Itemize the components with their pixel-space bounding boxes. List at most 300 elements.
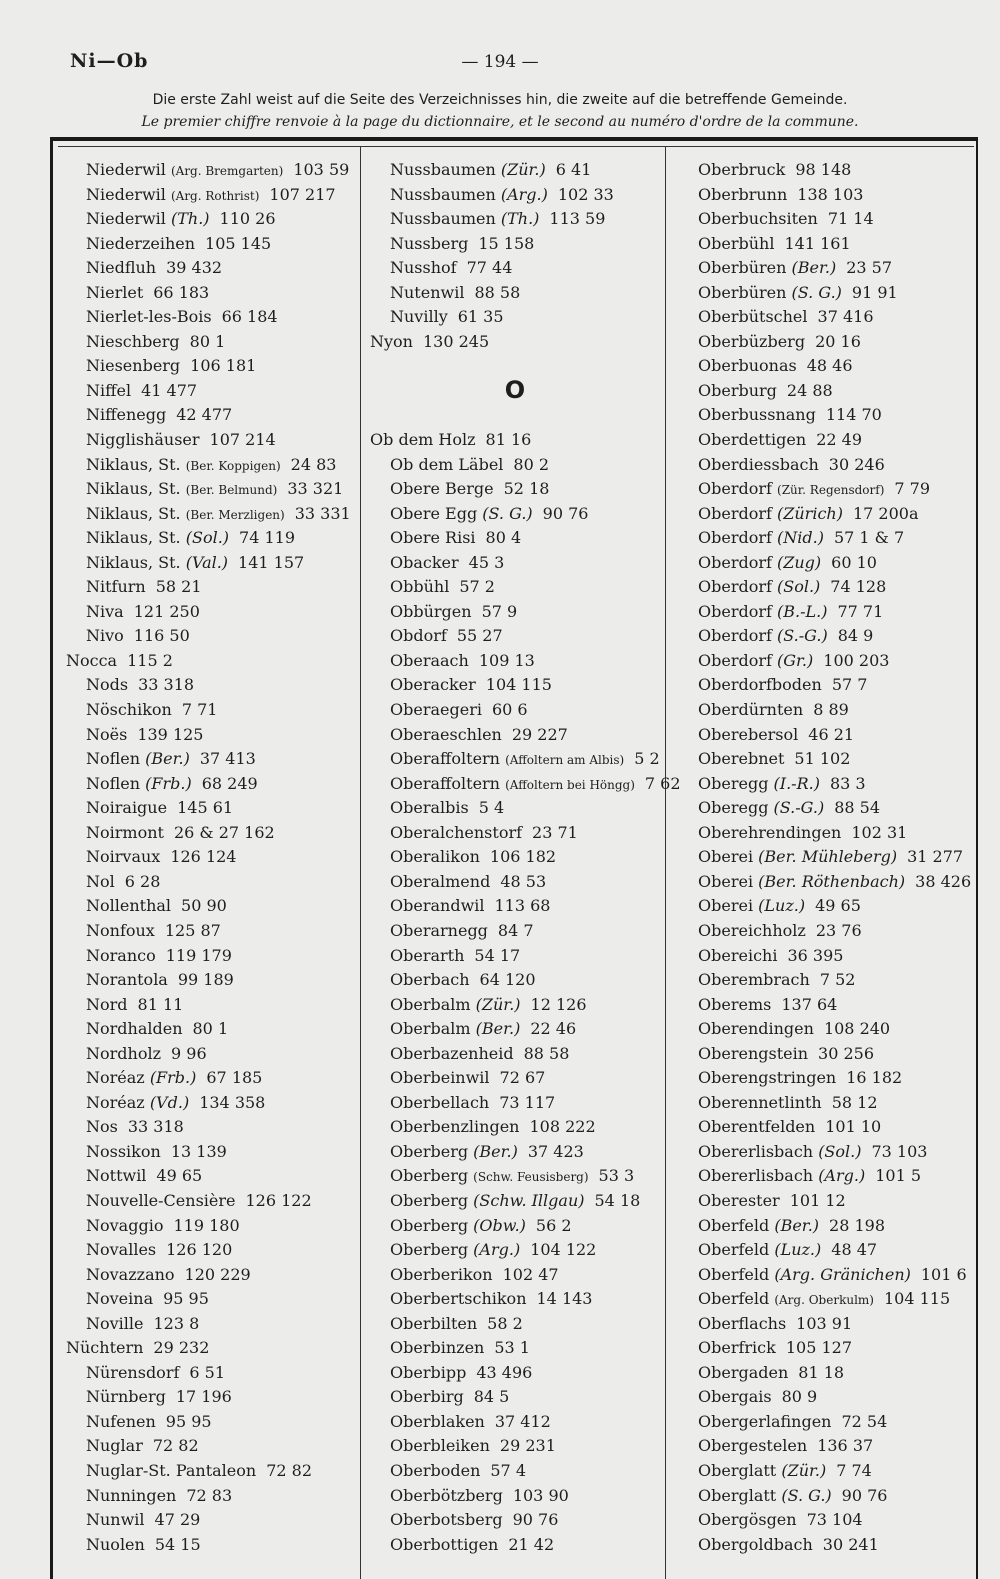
index-entry xyxy=(66,1189,356,1214)
page-reference: 90 76 xyxy=(841,1485,888,1505)
page-reference: 84 5 xyxy=(473,1387,510,1407)
canton-qualifier: (Zür. Regensdorf) xyxy=(777,483,885,498)
place-name: Ob dem Holz xyxy=(370,430,476,450)
index-entry xyxy=(370,796,660,821)
place-name: Oberennetlinth xyxy=(698,1092,822,1112)
page-reference: 17 196 xyxy=(175,1387,232,1407)
place-name: Oberbüren xyxy=(698,258,787,278)
page-reference: 113 68 xyxy=(494,896,551,916)
canton-qualifier: (Ber. Röthenbach) xyxy=(758,871,906,891)
place-name: Nocca xyxy=(66,650,118,670)
index-entry xyxy=(66,1091,356,1116)
canton-qualifier: (Ber. Merzligen) xyxy=(185,507,285,522)
page-reference: 104 115 xyxy=(883,1289,951,1309)
page-reference: 60 6 xyxy=(491,700,528,720)
index-entry xyxy=(66,477,356,502)
place-name: Oberei xyxy=(698,896,754,916)
page-reference: 15 158 xyxy=(478,233,535,253)
page-reference: 50 90 xyxy=(181,896,227,916)
index-entry xyxy=(678,1189,978,1214)
canton-qualifier: (Ber. Koppigen) xyxy=(185,458,281,473)
index-entry xyxy=(66,1336,356,1361)
place-name: Oberbühl xyxy=(698,233,775,253)
page-reference: 136 37 xyxy=(817,1436,874,1456)
index-entry xyxy=(66,1385,356,1410)
place-name: Oberacker xyxy=(390,675,476,695)
page-reference: 49 65 xyxy=(815,896,861,916)
place-name: Nürnberg xyxy=(86,1387,166,1407)
canton-qualifier: (Frb.) xyxy=(149,1068,197,1088)
index-entry xyxy=(370,747,660,772)
index-entry xyxy=(370,232,660,257)
index-entry xyxy=(678,944,978,969)
place-name: Obbürgen xyxy=(390,601,472,621)
index-entry xyxy=(678,796,978,821)
page-reference: 108 240 xyxy=(823,1019,891,1039)
page-reference: 106 181 xyxy=(190,356,257,376)
page-reference: 42 477 xyxy=(176,405,233,425)
place-name: Nordhalden xyxy=(86,1019,183,1039)
place-name: Oberbirg xyxy=(390,1387,464,1407)
place-name: Oberalchenstorf xyxy=(390,822,523,842)
index-entry xyxy=(678,1140,978,1165)
page-reference: 119 179 xyxy=(165,945,232,965)
place-name: Novazzano xyxy=(86,1264,175,1284)
page-reference: 102 33 xyxy=(557,184,614,204)
index-entry xyxy=(370,821,660,846)
page-reference: 37 412 xyxy=(494,1411,551,1431)
index-entry xyxy=(678,1066,978,1091)
page-reference: 113 59 xyxy=(549,209,606,229)
index-entry xyxy=(66,1459,356,1484)
index-entry xyxy=(370,1140,660,1165)
page-reference: 121 250 xyxy=(133,601,200,621)
index-entry xyxy=(370,1115,660,1140)
page-reference: 104 115 xyxy=(485,675,552,695)
index-entry xyxy=(678,821,978,846)
index-entry xyxy=(66,747,356,772)
page-reference: 101 6 xyxy=(920,1264,967,1284)
page-reference: 101 12 xyxy=(789,1190,846,1210)
page-reference: 58 21 xyxy=(155,577,202,597)
place-name: Oberaegeri xyxy=(390,700,482,720)
page-reference: 137 64 xyxy=(781,994,838,1014)
index-entry xyxy=(66,1508,356,1533)
page-reference: 123 8 xyxy=(153,1313,200,1333)
place-name: Oberei xyxy=(698,847,754,867)
place-name: Oberalbis xyxy=(390,798,469,818)
page-reference: 80 4 xyxy=(485,528,522,548)
index-entry xyxy=(678,281,978,306)
place-name: Obererlisbach xyxy=(698,1141,814,1161)
page-reference: 53 3 xyxy=(598,1166,635,1186)
place-name: Oberegg xyxy=(698,798,769,818)
canton-qualifier: (Ber.) xyxy=(475,1019,521,1039)
place-name: Obacker xyxy=(390,552,459,572)
place-name: Oberbruck xyxy=(698,160,786,179)
index-entry xyxy=(678,1484,978,1509)
index-entry xyxy=(66,207,356,232)
index-entry xyxy=(370,256,660,281)
place-name: Nieschberg xyxy=(86,331,180,351)
canton-qualifier: (S. G.) xyxy=(482,503,533,523)
place-name: Oberdürnten xyxy=(698,700,804,720)
place-name: Nussbaumen xyxy=(390,160,496,179)
index-entry xyxy=(370,1410,660,1435)
canton-qualifier: (S.-G.) xyxy=(773,798,825,818)
canton-qualifier: (Frb.) xyxy=(145,773,192,793)
page-reference: 6 41 xyxy=(555,160,592,179)
canton-qualifier: (Ber.) xyxy=(145,749,190,769)
canton-qualifier: (Ber.) xyxy=(774,1215,820,1235)
place-name: Obergais xyxy=(698,1387,772,1407)
place-name: Nussberg xyxy=(390,233,469,253)
page-reference: 100 203 xyxy=(823,650,890,670)
index-entry xyxy=(66,330,356,355)
page-reference: 141 157 xyxy=(238,552,305,572)
index-entry xyxy=(678,698,978,723)
page-reference: 88 58 xyxy=(523,1043,570,1063)
place-name: Niedfluh xyxy=(86,258,157,278)
page-reference: 16 182 xyxy=(846,1068,903,1088)
place-name: Oberebnet xyxy=(698,749,785,769)
place-name: Oberdettigen xyxy=(698,430,807,450)
index-entry xyxy=(370,575,660,600)
index-entry xyxy=(66,1066,356,1091)
place-name: Oberburg xyxy=(698,380,777,400)
page-reference: 7 74 xyxy=(836,1460,872,1480)
index-entry xyxy=(66,232,356,257)
place-name: Oberberg xyxy=(390,1166,469,1186)
page-reference: 46 21 xyxy=(808,724,855,744)
page-reference: 108 222 xyxy=(529,1117,596,1137)
letter-heading: O xyxy=(504,376,526,405)
page-reference: 74 128 xyxy=(830,577,887,597)
page-reference: 38 426 xyxy=(915,871,972,891)
index-entry xyxy=(370,993,660,1018)
place-name: Niffel xyxy=(86,380,132,400)
page-reference: 68 249 xyxy=(201,773,258,793)
index-entry xyxy=(370,281,660,306)
place-name: Oberaach xyxy=(390,650,469,670)
index-entry xyxy=(370,894,660,919)
index-entry xyxy=(678,256,978,281)
index-entry xyxy=(678,183,978,208)
page-reference: 53 1 xyxy=(494,1338,530,1358)
page-reference: 23 57 xyxy=(846,258,893,278)
column-divider xyxy=(360,146,361,1579)
index-entry xyxy=(370,1263,660,1288)
index-entry xyxy=(370,1484,660,1509)
canton-qualifier: (Zug) xyxy=(777,552,822,572)
page-reference: 102 47 xyxy=(502,1264,559,1284)
place-name: Nollenthal xyxy=(86,896,172,916)
page-header xyxy=(0,50,1000,80)
index-column-3 xyxy=(678,158,978,1557)
page-reference: 141 161 xyxy=(784,233,851,253)
canton-qualifier: (Arg. Bremgarten) xyxy=(170,164,284,178)
place-name: Oberfrick xyxy=(698,1338,776,1358)
page-reference: 12 126 xyxy=(530,994,587,1014)
page-reference: 73 103 xyxy=(871,1141,928,1161)
index-entry xyxy=(66,575,356,600)
page-reference: 61 35 xyxy=(457,307,504,327)
index-entry xyxy=(66,993,356,1018)
inner-top-rule xyxy=(58,146,974,147)
index-entry xyxy=(66,1533,356,1558)
index-entry xyxy=(66,673,356,698)
canton-qualifier: (Luz.) xyxy=(774,1240,822,1260)
index-entry xyxy=(370,698,660,723)
index-entry xyxy=(66,1361,356,1386)
index-entry xyxy=(66,354,356,379)
place-name: Oberehrendingen xyxy=(698,822,842,842)
page-reference: 17 200a xyxy=(852,503,919,523)
place-name: Oberaffoltern xyxy=(390,749,500,769)
canton-qualifier: (Luz.) xyxy=(758,896,806,916)
place-name: Oberflachs xyxy=(698,1313,787,1333)
index-entry xyxy=(678,305,978,330)
page-reference: 41 477 xyxy=(141,380,198,400)
page-reference: 23 76 xyxy=(815,920,862,940)
index-entry xyxy=(370,772,681,797)
canton-qualifier: (Ber.) xyxy=(473,1141,518,1161)
index-entry xyxy=(678,1434,978,1459)
page-reference: 33 318 xyxy=(127,1117,184,1137)
page-reference: 36 395 xyxy=(787,945,844,965)
canton-qualifier: (Obw.) xyxy=(473,1215,526,1235)
index-entry xyxy=(370,551,660,576)
place-name: Noville xyxy=(86,1313,144,1333)
index-entry xyxy=(66,968,356,993)
place-name: Obergerlafingen xyxy=(698,1411,832,1431)
place-name: Oberengstein xyxy=(698,1043,809,1063)
place-name: Obereichi xyxy=(698,945,778,965)
place-name: Oberbuonas xyxy=(698,356,797,376)
index-entry xyxy=(370,1214,660,1239)
index-entry xyxy=(66,1238,356,1263)
place-name: Nierlet xyxy=(86,282,144,302)
place-name: Oberbütschel xyxy=(698,307,808,327)
place-name: Oberbeinwil xyxy=(390,1068,490,1088)
index-entry xyxy=(370,1361,660,1386)
page-reference: 95 95 xyxy=(163,1289,209,1309)
page-reference: 72 83 xyxy=(186,1485,233,1505)
place-name: Novaggio xyxy=(86,1215,164,1235)
page-reference: 80 1 xyxy=(189,331,226,351)
place-name: Oberbuchsiten xyxy=(698,209,818,229)
place-name: Nyon xyxy=(370,331,413,351)
page-reference: 80 2 xyxy=(513,454,550,474)
index-entry xyxy=(370,1091,660,1116)
place-name: Oberarnegg xyxy=(390,920,488,940)
place-name: Niederwil xyxy=(86,160,166,179)
canton-qualifier: (Affoltern bei Höngg) xyxy=(505,777,635,792)
page-reference: 51 102 xyxy=(794,749,851,769)
index-entry xyxy=(678,1115,978,1140)
page-reference: 110 26 xyxy=(219,209,276,229)
index-entry xyxy=(66,821,356,846)
place-name: Obereichholz xyxy=(698,920,806,940)
index-entry xyxy=(66,845,356,870)
page-reference: 43 496 xyxy=(476,1362,533,1382)
index-entry xyxy=(678,1017,978,1042)
page-reference: 24 83 xyxy=(290,454,337,474)
page-reference: 67 185 xyxy=(206,1068,263,1088)
canton-qualifier: (S.-G.) xyxy=(777,626,828,646)
page-reference: 116 50 xyxy=(133,626,190,646)
page-reference: 5 2 xyxy=(634,749,660,769)
index-entry xyxy=(66,1484,356,1509)
place-name: Oberbinzen xyxy=(390,1338,485,1358)
index-entry xyxy=(370,919,660,944)
page-reference: 73 117 xyxy=(499,1092,556,1112)
column-divider xyxy=(665,146,666,1579)
place-name: Oberberikon xyxy=(390,1264,493,1284)
page-reference: 6 51 xyxy=(189,1362,226,1382)
place-name: Oberbellach xyxy=(390,1092,490,1112)
place-name: Oberdorf xyxy=(698,577,772,597)
place-name: Noirmont xyxy=(86,822,164,842)
canton-qualifier: (Zür.) xyxy=(500,160,546,179)
index-entry xyxy=(370,723,660,748)
page-reference: 33 321 xyxy=(287,479,344,499)
page-reference: 20 16 xyxy=(815,331,861,351)
page-reference: 54 17 xyxy=(474,945,521,965)
page-reference: 54 15 xyxy=(154,1534,201,1554)
place-name: Noveina xyxy=(86,1289,154,1309)
place-name: Oberbüren xyxy=(698,282,787,302)
index-entry xyxy=(370,502,660,527)
page-reference: 101 10 xyxy=(825,1117,882,1137)
index-entry xyxy=(678,870,978,895)
place-name: Nunwil xyxy=(86,1510,145,1530)
canton-qualifier: (Zürich) xyxy=(777,503,843,523)
canton-qualifier: (Affoltern am Albis) xyxy=(505,753,625,768)
page-reference: 57 4 xyxy=(490,1460,526,1480)
index-entry xyxy=(370,870,660,895)
page-reference: 98 148 xyxy=(795,160,852,179)
page-reference: 107 217 xyxy=(269,184,336,204)
page-reference: 39 432 xyxy=(166,258,223,278)
place-name: Oberbrunn xyxy=(698,184,788,204)
place-name: Obergestelen xyxy=(698,1436,808,1456)
place-name: Oberbüzberg xyxy=(698,331,806,351)
index-entry xyxy=(66,502,356,527)
place-name: Oberbertschikon xyxy=(390,1289,527,1309)
place-name: Nitfurn xyxy=(86,577,146,597)
canton-qualifier: (Vd.) xyxy=(149,1092,190,1112)
index-entry xyxy=(678,502,978,527)
place-name: Nöschikon xyxy=(86,700,172,720)
page-reference: 33 318 xyxy=(138,675,195,695)
page-reference: 139 125 xyxy=(137,724,204,744)
index-entry xyxy=(66,158,356,183)
place-name: Nunningen xyxy=(86,1485,177,1505)
index-entry xyxy=(678,845,978,870)
index-entry xyxy=(370,158,660,183)
page-reference: 45 3 xyxy=(468,552,505,572)
page-reference: 23 71 xyxy=(532,822,578,842)
index-entry xyxy=(66,1115,356,1140)
index-entry xyxy=(66,379,356,404)
index-entry xyxy=(66,894,356,919)
page-reference: 71 14 xyxy=(827,209,874,229)
page-reference: 24 88 xyxy=(786,380,833,400)
canton-qualifier: (Zür.) xyxy=(781,1460,827,1480)
index-entry xyxy=(678,428,978,453)
place-name: Noflen xyxy=(86,749,141,769)
place-name: Oberglatt xyxy=(698,1460,777,1480)
page-reference: 114 70 xyxy=(825,405,882,425)
index-entry xyxy=(370,968,660,993)
place-name: Oberbach xyxy=(390,970,470,990)
place-name: Nonfoux xyxy=(86,920,155,940)
place-name: Niklaus, St. xyxy=(86,479,181,499)
canton-qualifier: (Arg. Oberkulm) xyxy=(774,1293,874,1308)
place-name: Noréaz xyxy=(86,1068,145,1088)
index-entry xyxy=(66,551,356,576)
place-name: Oberdorf xyxy=(698,552,772,572)
index-entry xyxy=(370,330,660,355)
index-entry xyxy=(66,256,356,281)
place-name: Oberfeld xyxy=(698,1264,770,1284)
index-entry xyxy=(678,747,978,772)
place-name: Oberengstringen xyxy=(698,1068,837,1088)
place-name: Oberalikon xyxy=(390,847,480,867)
page-reference: 31 277 xyxy=(907,847,964,867)
place-name: Nierlet-les-Bois xyxy=(86,307,212,327)
page-reference: 83 3 xyxy=(829,773,866,793)
index-entry xyxy=(678,1336,978,1361)
page-reference: 125 87 xyxy=(164,920,221,940)
place-name: Noiraigue xyxy=(86,798,168,818)
index-entry xyxy=(370,1459,660,1484)
page-reference: 72 82 xyxy=(152,1436,199,1456)
index-entry xyxy=(678,673,978,698)
index-entry xyxy=(370,1508,660,1533)
place-name: Nufenen xyxy=(86,1411,156,1431)
page-reference: 103 90 xyxy=(512,1485,569,1505)
index-entry xyxy=(66,403,356,428)
page-reference: 81 18 xyxy=(798,1362,845,1382)
page-reference: 95 95 xyxy=(165,1411,212,1431)
place-name: Obergösgen xyxy=(698,1510,797,1530)
index-entry xyxy=(678,1263,978,1288)
page-reference: 57 9 xyxy=(481,601,518,621)
page-reference: 120 229 xyxy=(184,1264,251,1284)
canton-qualifier: (Sol.) xyxy=(185,528,230,548)
index-entry xyxy=(678,1385,978,1410)
index-entry xyxy=(678,1042,978,1067)
place-name: Oberaffoltern xyxy=(390,773,500,793)
page-reference: 126 122 xyxy=(245,1190,312,1210)
place-name: Oberbleiken xyxy=(390,1436,490,1456)
place-name: Oberdorfboden xyxy=(698,675,822,695)
place-name: Nüchtern xyxy=(66,1338,144,1358)
page-reference: 138 103 xyxy=(797,184,864,204)
page-reference: 109 13 xyxy=(478,650,535,670)
place-name: Obererlisbach xyxy=(698,1166,814,1186)
page-reference: 7 79 xyxy=(894,479,931,499)
place-name: Nord xyxy=(86,994,128,1014)
index-entry xyxy=(66,772,356,797)
page-reference: 9 96 xyxy=(171,1043,207,1063)
page-reference: 58 2 xyxy=(487,1313,523,1333)
page-reference: 130 245 xyxy=(422,331,490,351)
page-reference: 30 241 xyxy=(822,1534,879,1554)
place-name: Oberendingen xyxy=(698,1019,814,1039)
